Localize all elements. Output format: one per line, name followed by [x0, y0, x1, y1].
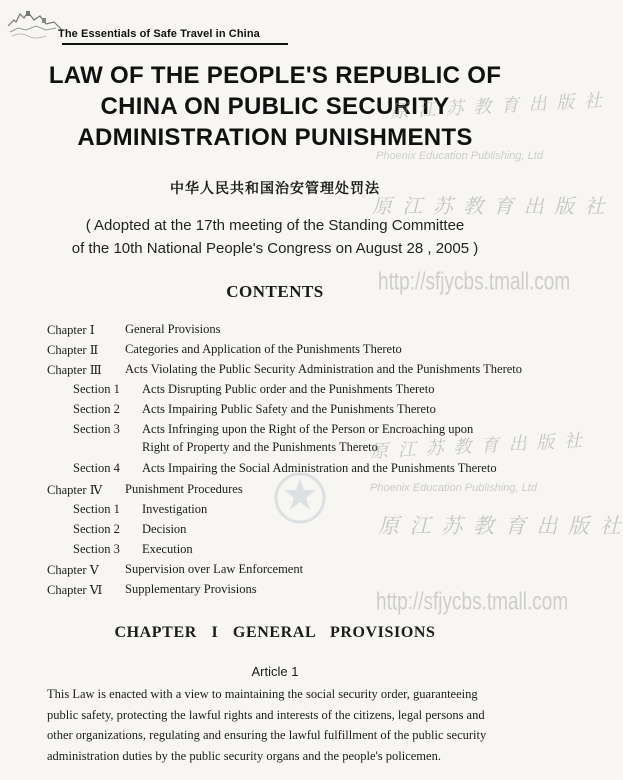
article-heading: Article 1 [251, 664, 299, 679]
toc-title: Punishment Procedures [125, 482, 243, 496]
contents-heading: CONTENTS [226, 282, 324, 301]
publisher-watermark-cn: 原 江 苏 教 育 出 版 社 [369, 430, 585, 463]
article-body [47, 684, 557, 766]
toc-number: Chapter Ⅲ [47, 363, 102, 377]
toc-title-continued: Right of Property and the Punishments Thereto [142, 440, 378, 454]
running-title: The Essentials of Safe Travel in China [58, 28, 260, 40]
toc-title: Acts Disrupting Public order and the Punishments Thereto [142, 382, 435, 396]
toc-number: Chapter Ⅰ [47, 323, 95, 337]
header-rule [62, 43, 288, 45]
toc-number: Chapter Ⅵ [47, 583, 103, 597]
toc-title: Acts Infringing upon the Right of the Person or Encroaching upon [142, 422, 474, 436]
toc-title: Supplementary Provisions [125, 582, 257, 596]
chapter-heading: CHAPTER I GENERAL PROVISIONS [114, 624, 436, 641]
toc-title: Acts Impairing the Social Administration and the Punishments Thereto [142, 461, 497, 475]
toc-number: Chapter Ⅴ [47, 563, 99, 577]
toc-number: Section 2 [73, 522, 120, 536]
publisher-watermark-en: Phoenix Education Publishing, Ltd [370, 482, 537, 494]
law-title-line-2: CHINA ON PUBLIC SECURITY [100, 93, 450, 120]
toc-number: Section 1 [73, 502, 120, 516]
toc-number: Section 2 [73, 402, 120, 416]
shop-url-watermark: http://sfjycbs.tmall.com [376, 588, 569, 616]
adoption-line-1: ( Adopted at the 17th meeting of the Standing Committee [85, 217, 465, 234]
law-title-line-1: LAW OF THE PEOPLE'S REPUBLIC OF [48, 62, 502, 89]
adoption-line-2: of the 10th National People's Congress on August 28 , 2005 ) [71, 240, 479, 257]
toc-number: Section 4 [73, 461, 120, 475]
running-header [6, 6, 296, 46]
toc-title: Execution [142, 542, 193, 556]
great-wall-ornament-icon [6, 6, 66, 46]
toc-number: Section 1 [73, 382, 120, 396]
law-title [0, 60, 550, 153]
toc-number: Chapter Ⅳ [47, 483, 103, 497]
article-line: other organizations, regulating and ensuring the lawful fulfillment of the public security [47, 728, 487, 742]
emblem-watermark-icon [270, 470, 330, 526]
article-line: This Law is enacted with a view to maintaining the social security order, guaranteeing [47, 687, 478, 701]
chinese-title: 中华人民共和国治安管理处罚法 [170, 181, 380, 197]
toc-title: Acts Impairing Public Safety and the Punishments Thereto [142, 402, 436, 416]
toc-title: Investigation [142, 502, 208, 516]
toc-number: Section 3 [73, 422, 120, 436]
publisher-watermark-cn: 原 江 苏 教 育 出 版 社 [372, 194, 607, 218]
publisher-watermark-en: Phoenix Education Publishing, Ltd [376, 150, 543, 162]
publisher-watermark-cn: 原 江 苏 教 育 出 版 社 [378, 514, 623, 538]
toc-title: General Provisions [125, 322, 221, 336]
article-line: public safety, protecting the lawful rights and interests of the citizens, legal persons and [47, 707, 485, 722]
toc-title: Categories and Application of the Punishments Thereto [125, 342, 402, 356]
toc-title: Decision [142, 522, 187, 536]
shop-url-watermark: http://sfjycbs.tmall.com [378, 268, 571, 296]
toc-title: Acts Violating the Public Security Administration and the Punishments Thereto [125, 362, 523, 376]
toc-number: Chapter Ⅱ [47, 343, 99, 357]
toc-title: Supervision over Law Enforcement [125, 562, 304, 576]
toc-number: Section 3 [73, 542, 120, 556]
publisher-watermark-cn: 原 江 苏 教 育 出 版 社 [389, 90, 605, 123]
article-line: administration duties by the public security organs and the people's policemen. [47, 748, 441, 763]
law-title-line-3: ADMINISTRATION PUNISHMENTS [77, 124, 473, 151]
adoption-note [0, 214, 550, 260]
